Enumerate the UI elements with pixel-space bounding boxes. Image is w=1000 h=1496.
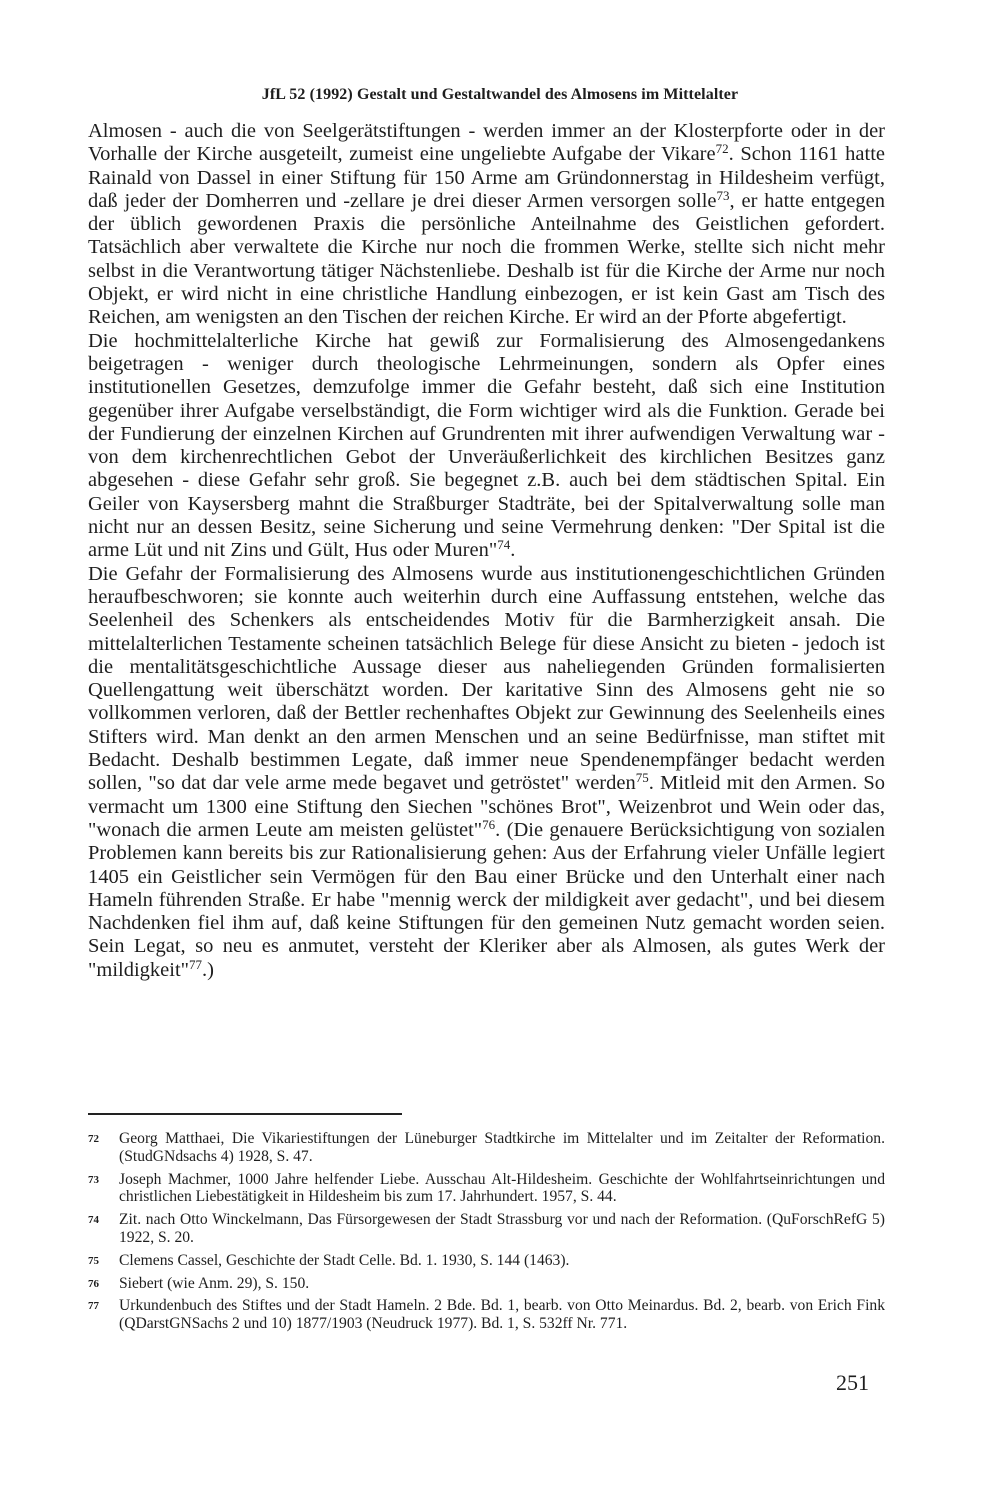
paragraph-2 (88, 330, 885, 563)
page-number: 251 (836, 1370, 869, 1395)
footnote-item (88, 1275, 885, 1293)
footnote-number: 73 (88, 1173, 99, 1186)
footnote-number: 72 (88, 1133, 99, 1145)
footnote-text: Georg Matthaei, Die Vikariestiftungen der Lüneburger Stadtkirche im Mittelalter und im Zeitalter der Reformation. (StudGNdsachs 4) 1928, S. 47. (119, 1130, 885, 1165)
footnote-text: Clemens Cassel, Geschichte der Stadt Celle. Bd. 1. 1930, S. 144 (1463). (119, 1251, 570, 1269)
text-span: Die Gefahr der Formalisierung des Almosens wurde aus institutionengeschichtlichen Gründen heraufbeschworen; sie konnte auch weiterhin durch eine Auffassung entstehen, welche das Seelenheil des Schenkers als entscheidendes Motiv für die Barmherzigkeit ansah. Die mittelalterlichen Testamente scheinen tatsächlich Belege für diese Ansicht zu bieten - jedoch ist die mentalitätsgeschichtliche Aussage dieser aus naheliegenden Gründen formalisierten Quellengattung weit überschätzt worden. Der karitative Sinn des Almosens geht nie so vollkommen verloren, daß der Bettler rechenhaftes Objekt zur Gewinnung des Seelenheils eines Stifters wird. Man denkt an den armen Menschen und an seine Bedürfnisse, man stiftet mit Bedacht. Deshalb bestimmen Legate, daß immer neue Spendenempfänger bedacht werden sollen, "so dat dar vele arme mede begavet und getröstet" werden (88, 562, 885, 795)
footnote-text: Urkundenbuch des Stiftes und der Stadt Hameln. 2 Bde. Bd. 1, bearb. von Otto Meinardus. Bd. 2, bearb. von Erich Fink (QDarstGNSachs 2 und 10) 1877/1903 (Neudruck 1977). Bd. 1, S. 532ff Nr. 771. (119, 1297, 885, 1333)
footnote-item (88, 1297, 885, 1333)
paragraph-3 (88, 563, 885, 982)
footnote-item (88, 1252, 885, 1270)
text-span: Almosen - auch die von Seelgerätstiftungen - werden immer an der Klosterpforte oder in der Vorhalle der Kirche ausgeteilt, zumeist eine ungeliebte Aufgabe der Vikare (88, 120, 885, 166)
footnote-ref-74[interactable]: 74 (497, 537, 511, 553)
footnote-text: Siebert (wie Anm. 29), S. 150. (119, 1274, 310, 1292)
main-text (88, 120, 885, 982)
footnote-number: 76 (88, 1277, 99, 1290)
footnote-number: 75 (88, 1254, 99, 1267)
text-span: . (510, 539, 516, 562)
footnote-ref-76[interactable]: 76 (482, 816, 496, 832)
footnotes (88, 1130, 885, 1338)
footnote-number: 74 (88, 1214, 99, 1227)
footnote-text: Joseph Machmer, 1000 Jahre helfender Liebe. Ausschau Alt-Hildesheim. Geschichte der Wohlfahrtseinrichtungen und christlichen Liebestätigkeit in Hildesheim bis zum 17. Jahrhundert. 1957, S. 44. (119, 1170, 885, 1206)
footnote-divider (88, 1113, 402, 1115)
text-span: Die hochmittelalterliche Kirche hat gewiß zur Formalisierung des Almosengedankens beigetragen - weniger durch theologische Lehrmeinungen, sondern als Opfer eines institutionellen Gesetzes, demzufolge immer die Gefahr besteht, daß sich eine Institution gegenüber ihrer Aufgabe verselbständigt, die Form wichtiger wird als die Funktion. Gerade bei der Fundierung der einzelnen Kirchen auf Grundrenten mit ihrer aufwendigen Verwaltung war - von dem kirchenrechtlichen Gebot der Unveräußerlichkeit des kirchlichen Besitzes ganz abgesehen - diese Gefahr sehr groß. Sie begegnet z.B. auch bei dem städtischen Spital. Ein Geiler von Kaysersberg mahnt die Straßburger Stadträte, bei der Spitalverwaltung solle man nicht nur an dessen Besitz, seine Sicherung und seine Vermehrung denken: "Der Spital ist die arme Lüt und nit Zins und Gült, Hus oder Muren" (88, 329, 885, 562)
text-span: .) (202, 958, 214, 981)
footnote-item (88, 1171, 885, 1207)
footnote-text: Zit. nach Otto Winckelmann, Das Fürsorgewesen der Stadt Strassburg vor und nach der Reformation. (QuForschRefG 5) 1922, S. 20. (119, 1211, 885, 1246)
footnote-item (88, 1130, 885, 1166)
text-span: . Mitleid mit den Armen. So vermacht um 1300 eine Stiftung den Siechen "schönes Brot", Weizenbrot und Wein oder das, "wonach die armen Leute am meisten gelüstet" (88, 772, 885, 841)
running-head: JfL 52 (1992) Gestalt und Gestaltwandel des Almosens im Mittelalter (261, 86, 739, 103)
text-span: . Schon 1161 hatte Rainald von Dassel in einer Stiftung für 150 Arme am Gründonnerstag in Hildesheim verfügt, daß jeder der Domherren und -zellare je drei dieser Armen versorgen solle (88, 143, 886, 212)
footnote-ref-73[interactable]: 73 (716, 187, 730, 203)
text-span: , er hatte entgegen der üblich gewordenen Praxis die persönliche Anteilnahme des Geistlichen gefordert. Tatsächlich aber verwaltete die Kirche nur noch die frommen Werke, stellte sich nicht mehr selbst in die Verantwortung tätiger Nächstenliebe. Deshalb ist für die Kirche der Arme nur noch Objekt, er wird nicht in eine christliche Handlung einbezogen, er ist kein Gast am Tisch des Reichen, am wenigsten an den Tischen der reichen Kirche. Er wird an der Pforte abgefertigt. (88, 189, 885, 329)
footnote-ref-72[interactable]: 72 (715, 141, 729, 157)
footnote-ref-77[interactable]: 77 (189, 956, 203, 972)
text-span: . (Die genauere Berücksichtigung von sozialen Problemen kann bereits bis zur Rationalisierung gehen: Aus der Erfahrung vieler Unfälle legiert 1405 ein Geistlicher sein Vermögen für den Bau einer Brücke und den Unterhalt einer nach Hameln führenden Straße. Er habe "mennig werck der mildigkeit aver gedacht", und bei diesem Nachdenken fiel ihm auf, daß keine Stiftungen für den gemeinen Nutz gemacht worden seien. Sein Legat, so neu es anmutet, versteht der Kleriker aber als Almosen, als gutes Werk der "mildigkeit" (88, 818, 885, 981)
paragraph-1 (88, 120, 885, 330)
footnote-ref-75[interactable]: 75 (635, 770, 649, 786)
footnote-item (88, 1211, 885, 1247)
footnote-number: 77 (88, 1300, 99, 1313)
